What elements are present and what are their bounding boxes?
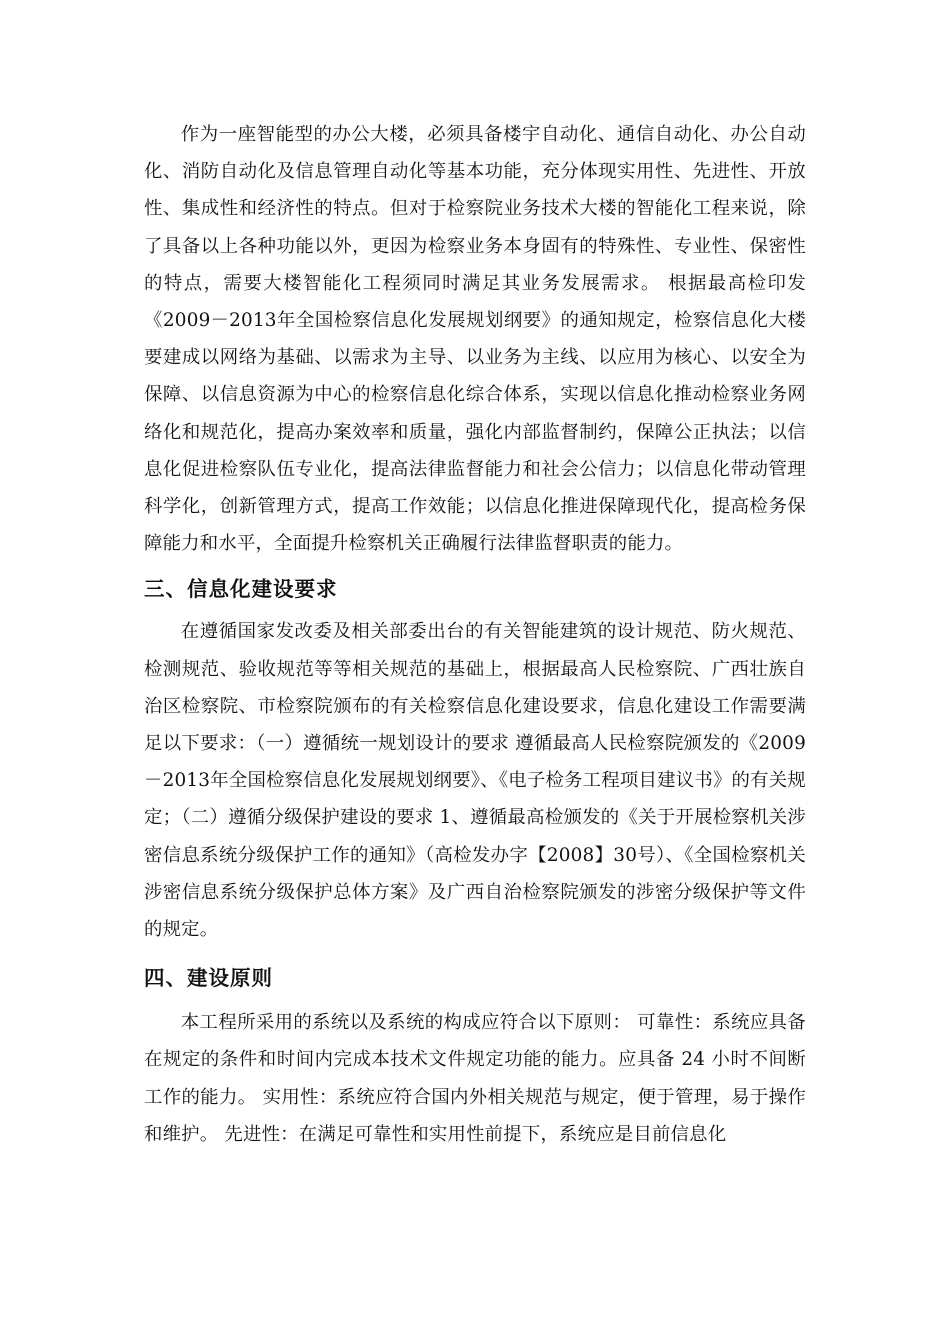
section-heading-principles: 四、建设原则 [144, 966, 273, 991]
intro-paragraph: 作为一座智能型的办公大楼，必须具备楼宇自动化、通信自动化、办公自动化、消防自动化及信息管理自动化等基本功能，充分体现实用性、先进性、开放性、集成性和经济性的特点。但对于检察院业务技术大楼的智能化工程来说，除了具备以上各种功能以外，更因为检察业务本身固有的特殊性、专业性、保密性的特点，需要大楼智能化工程须同时满足其业务发展需求。 根据最高检印发《2009－2013年全国检察信息化发展规划纲要》的通知规定，检察信息化大楼要建成以网络为基础、以需求为主导、以业务为主线、以应用为核心、以安全为保障、以信息资源为中心的检察信息化综合体系，实现以信息化推动检察业务网络化和规范化，提高办案效率和质量，强化内部监督制约，保障公正执法；以信息化促进检察队伍专业化，提高法律监督能力和社会公信力；以信息化带动管理科学化，创新管理方式，提高工作效能；以信息化推进保障现代化，提高检务保障能力和水平，全面提升检察机关正确履行法律监督职责的能力。 [144, 124, 806, 555]
section-heading-requirements: 三、信息化建设要求 [144, 577, 338, 602]
principles-paragraph: 本工程所采用的系统以及系统的构成应符合以下原则： 可靠性：系统应具备在规定的条件和时间内完成本技术文件规定功能的能力。应具备 24 小时不间断工作的能力。 实用性：系统应符合国内外相关规范与规定，便于管理，易于操作和维护。 先进性：在满足可靠性和实用性前提下，系统应是目前信息化 [144, 1012, 806, 1145]
requirements-paragraph: 在遵循国家发改委及相关部委出台的有关智能建筑的设计规范、防火规范、检测规范、验收规范等等相关规范的基础上，根据最高人民检察院、广西壮族自治区检察院、市检察院颁布的有关检察信息化建设要求，信息化建设工作需要满足以下要求：（一）遵循统一规划设计的要求 遵循最高人民检察院颁发的《2009－2013年全国检察信息化发展规划纲要》、《电子检务工程项目建议书》的有关规定；（二）遵循分级保护建设的要求 1、遵循最高检颁发的《关于开展检察机关涉密信息系统分级保护工作的通知》（高检发办字【2008】30号）、《全国检察机关涉密信息系统分级保护总体方案》及广西自治检察院颁发的涉密分级保护等文件的规定。 [144, 621, 806, 941]
document-body [144, 116, 806, 1153]
